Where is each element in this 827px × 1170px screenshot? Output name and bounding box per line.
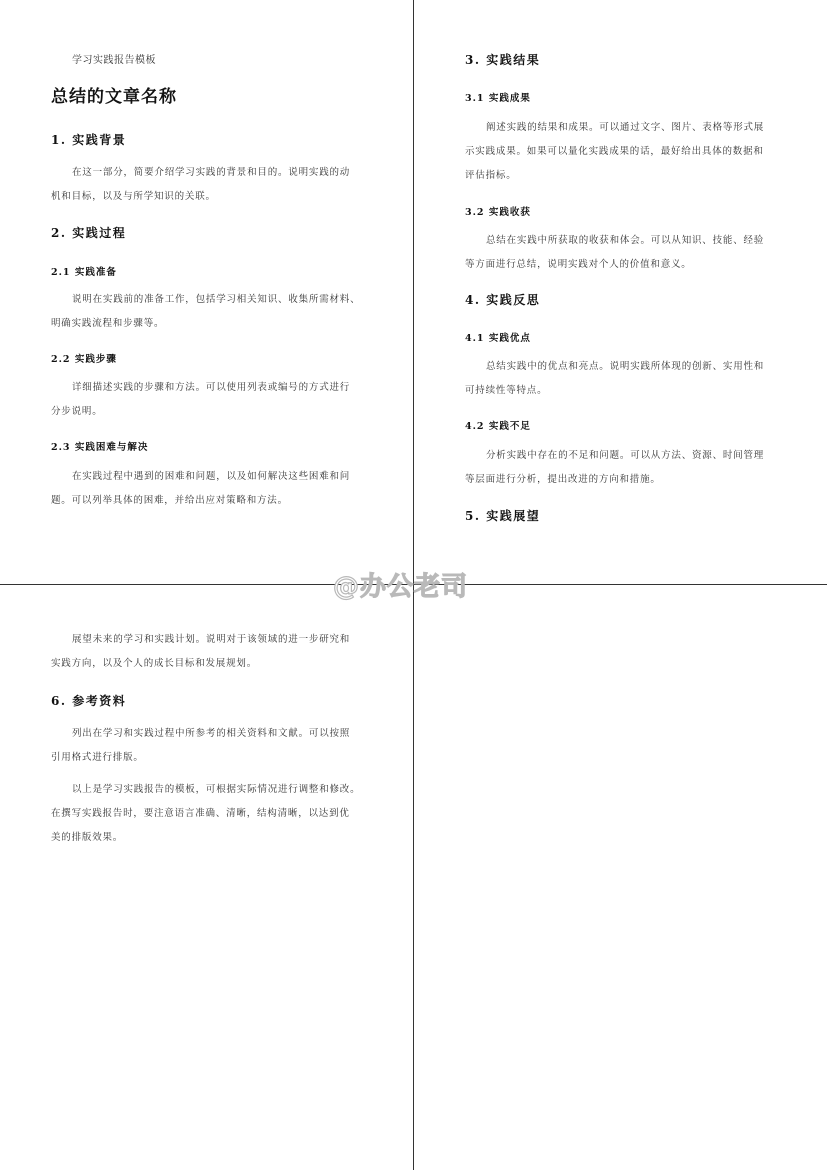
section-4-1-heading: 4.1 实践优点 [465,333,531,344]
paragraph-line: 展望未来的学习和实践计划。说明对于该领域的进一步研究和 [72,634,351,645]
paragraph-line: 总结实践中的优点和亮点。说明实践所体现的创新、实用性和 [486,361,765,372]
section-2-3-paragraph [51,465,350,513]
paragraph-line: 分步说明。 [51,406,103,417]
paragraph-line: 说明在实践前的准备工作，包括学习相关知识、收集所需材料、 [72,294,361,305]
section-4-2-heading: 4.2 实践不足 [465,421,531,432]
paragraph-line: 总结在实践中所获取的收获和体会。可以从知识、技能、经验 [486,235,765,246]
section-4-2-paragraph [465,444,764,492]
paragraph-line: 等方面进行总结，说明实践对个人的价值和意义。 [465,259,692,270]
page-4 [414,585,827,1169]
section-6-paragraph [51,722,350,770]
paragraph-line: 明确实践流程和步骤等。 [51,318,165,329]
section-4-heading: 4. 实践反思 [465,293,541,307]
section-4-1-paragraph [465,355,764,403]
section-2-heading: 2. 实践过程 [51,226,127,240]
paragraph-line: 阐述实践的结果和成果。可以通过文字、图片、表格等形式展 [486,122,765,133]
section-2-2-paragraph [51,376,350,424]
paragraph-line: 可持续性等特点。 [465,385,548,396]
section-1-heading: 1. 实践背景 [51,133,127,147]
paragraph-line: 美的排版效果。 [51,832,124,843]
section-5-heading: 5. 实践展望 [465,509,541,523]
closing-paragraph [51,778,360,850]
paragraph-line: 在实践过程中遇到的困难和问题，以及如何解决这些困难和问 [72,471,351,482]
paragraph-line: 示实践成果。如果可以量化实践成果的话，最好给出具体的数据和 [465,146,764,157]
document-title: 总结的文章名称 [51,87,177,107]
section-2-1-paragraph [51,288,360,336]
section-2-2-heading: 2.2 实践步骤 [51,354,117,365]
section-6-heading: 6. 参考资料 [51,694,127,708]
paragraph-line: 在这一部分，简要介绍学习实践的背景和目的。说明实践的动 [72,167,351,178]
section-3-2-heading: 3.2 实践收获 [465,207,531,218]
paragraph-line: 题。可以列举具体的困难，并给出应对策略和方法。 [51,495,288,506]
watermark: @办公老司 [333,572,469,602]
section-3-1-heading: 3.1 实践成果 [465,93,531,104]
page-3 [0,585,413,1169]
section-3-2-paragraph [465,229,764,277]
paragraph-line: 等层面进行分析，提出改进的方向和措施。 [465,474,661,485]
paragraph-line: 引用格式进行排版。 [51,752,144,763]
section-2-1-heading: 2.1 实践准备 [51,267,117,278]
section-5-paragraph [51,628,350,676]
paragraph-line: 分析实践中存在的不足和问题。可以从方法、资源、时间管理 [486,450,765,461]
paragraph-line: 实践方向，以及个人的成长目标和发展规划。 [51,658,258,669]
section-3-heading: 3. 实践结果 [465,53,541,67]
section-3-1-paragraph [465,116,764,188]
paragraph-line: 在撰写实践报告时，要注意语言准确、清晰，结构清晰，以达到优 [51,808,350,819]
page-2 [414,0,827,584]
paragraph-line: 机和目标，以及与所学知识的关联。 [51,191,216,202]
page-1 [0,0,413,584]
section-2-3-heading: 2.3 实践困难与解决 [51,442,149,453]
paragraph-line: 列出在学习和实践过程中所参考的相关资料和文献。可以按照 [72,728,351,739]
section-1-paragraph [51,161,350,209]
paragraph-line: 评估指标。 [465,170,517,181]
paragraph-line: 详细描述实践的步骤和方法。可以使用列表或编号的方式进行 [72,382,351,393]
paragraph-line: 以上是学习实践报告的模板，可根据实际情况进行调整和修改。 [72,784,361,795]
document-header: 学习实践报告模板 [72,55,156,66]
